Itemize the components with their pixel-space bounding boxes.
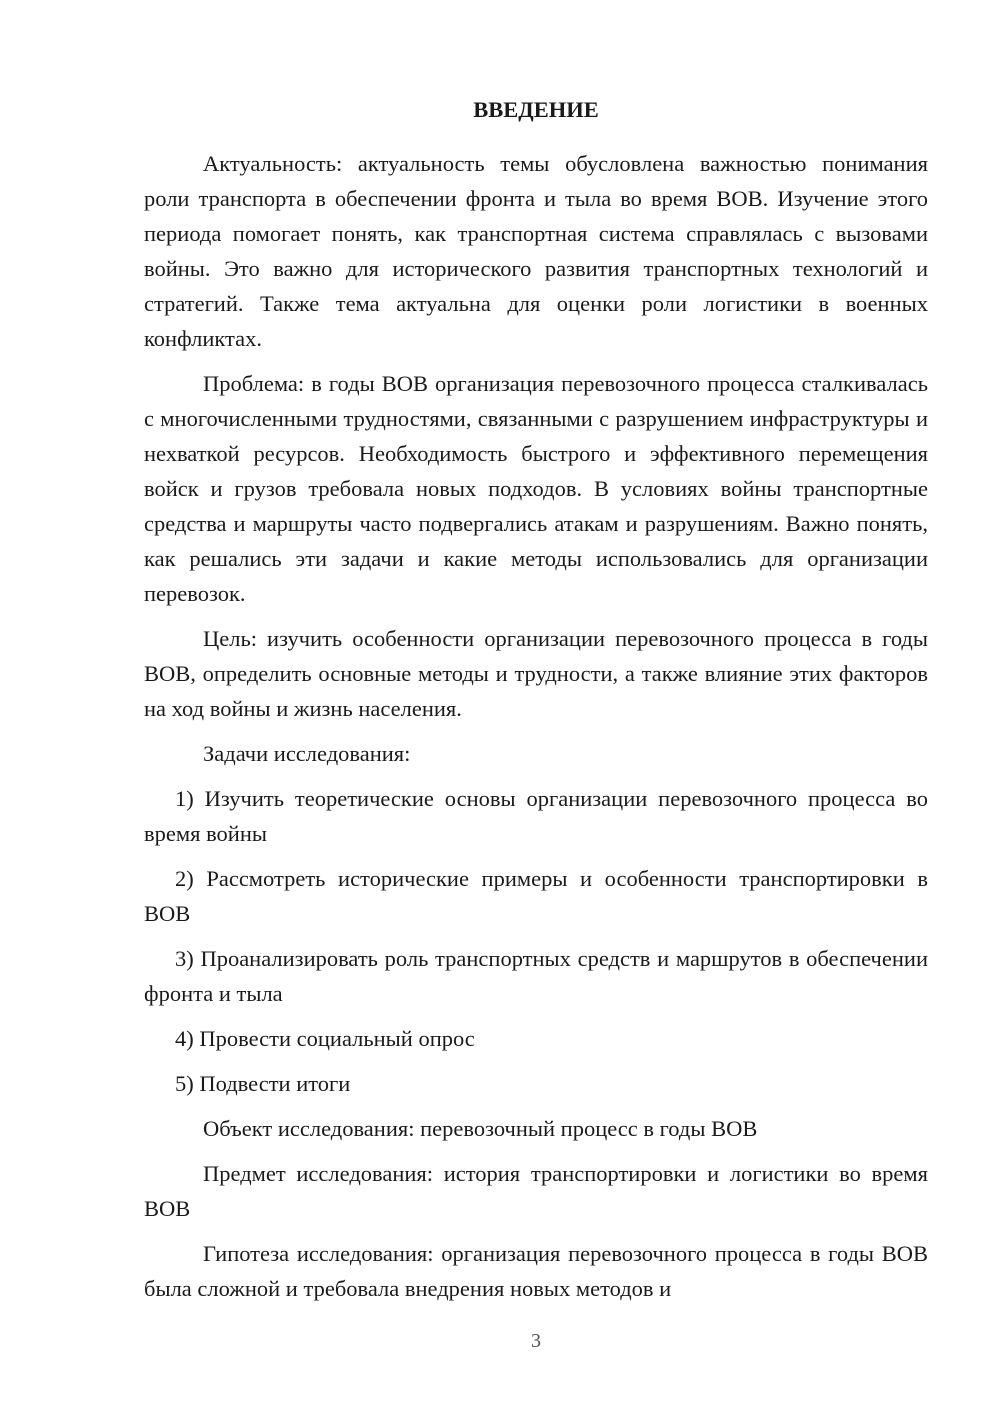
task-item-3: 3) Проанализировать роль транспортных средств и маршрутов в обеспечении фронта и тыла (144, 946, 928, 1006)
task-item-1: 1) Изучить теоретические основы организации перевозочного процесса во время войны (144, 786, 928, 846)
tasks-heading: Задачи исследования: (203, 741, 411, 766)
task-item-2: 2) Рассмотреть исторические примеры и особенности транспортировки в ВОВ (144, 866, 928, 926)
paragraph-problem: Проблема: в годы ВОВ организация перевозочного процесса сталкивалась с многочисленными трудностями, связанными с разрушением инфраструктуры и нехваткой ресурсов. Необходимость быстрого и эффективного перемещения войск и грузов требовала новых подходов. В условиях войны транспортные средства и маршруты часто подвергались атакам и разрушениям. Важно понять, как решались эти задачи и какие методы использовались для организации перевозок. (144, 371, 928, 606)
task-item-5: 5) Подвести итоги (175, 1071, 351, 1096)
task-item-4: 4) Провести социальный опрос (175, 1026, 475, 1051)
section-title: ВВЕДЕНИЕ (473, 97, 599, 122)
paragraph-subject: Предмет исследования: история транспортировки и логистики во время ВОВ (144, 1161, 928, 1221)
page-number: 3 (531, 1330, 541, 1352)
paragraph-goal: Цель: изучить особенности организации перевозочного процесса в годы ВОВ, определить основные методы и трудности, а также влияние этих факторов на ход войны и жизнь населения. (144, 626, 928, 721)
paragraph-relevance: Актуальность: актуальность темы обусловлена важностью понимания роли транспорта в обеспечении фронта и тыла во время ВОВ. Изучение этого периода помогает понять, как транспортная система справлялась с вызовами войны. Это важно для исторического развития транспортных технологий и стратегий. Также тема актуальна для оценки роли логистики в военных конфликтах. (144, 151, 928, 351)
paragraph-hypothesis: Гипотеза исследования: организация перевозочного процесса в годы ВОВ была сложной и требовала внедрения новых методов и (144, 1241, 928, 1301)
paragraph-object: Объект исследования: перевозочный процесс в годы ВОВ (203, 1116, 758, 1141)
page-content (144, 92, 928, 1306)
